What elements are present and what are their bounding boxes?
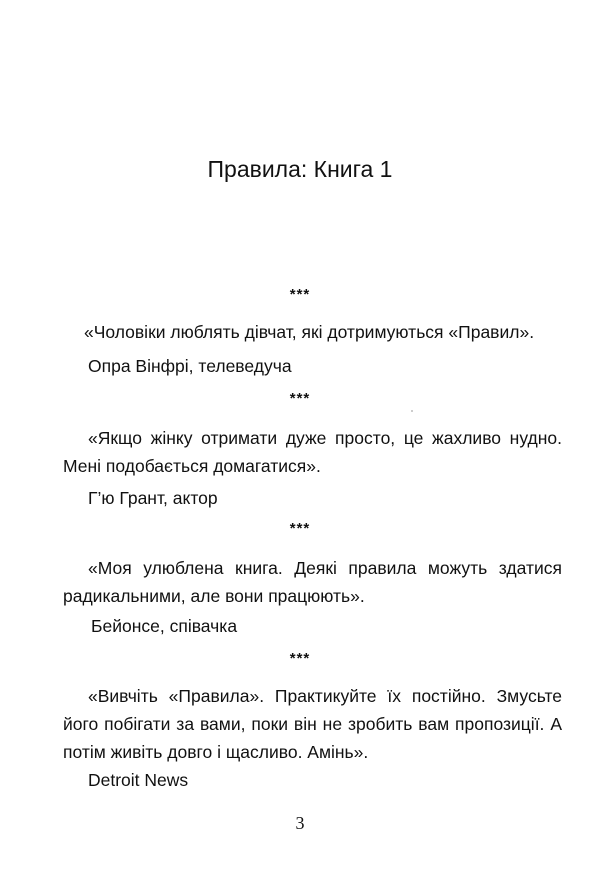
page-number: 3 [295, 813, 305, 833]
quote-author: Detroit News [88, 770, 189, 790]
quote-text [63, 424, 562, 480]
quote-author: Бейонсе, співачка [91, 616, 238, 636]
quote-text [63, 682, 562, 766]
quote-text-content: «Моя улюблена книга. Деякі правила можуть здатися радикальними, але вони працюють». [63, 558, 562, 606]
quote-text-content: «Вивчіть «Правила». Практикуйте їх постійно. Змусьте його побігати за вами, поки він не зробить вам пропозиції. А потім живіть довго і щасливо. Амінь». [63, 686, 562, 762]
page-title: Правила: Книга 1 [207, 156, 393, 182]
quote-text: «Чоловіки люблять дівчат, які дотримуються «Правил». [84, 322, 535, 342]
quote-author: Опра Вінфрі, телеведуча [88, 356, 292, 376]
section-separator: *** [289, 286, 311, 303]
section-separator: *** [289, 390, 311, 407]
section-separator: *** [289, 520, 311, 537]
quote-author: Г’ю Грант, актор [88, 488, 218, 508]
section-separator: *** [289, 650, 311, 667]
quote-text [63, 554, 562, 610]
paper-speck [411, 410, 413, 412]
quote-text-content: «Якщо жінку отримати дуже просто, це жахливо нудно. Мені подобається домагатися». [63, 428, 562, 476]
